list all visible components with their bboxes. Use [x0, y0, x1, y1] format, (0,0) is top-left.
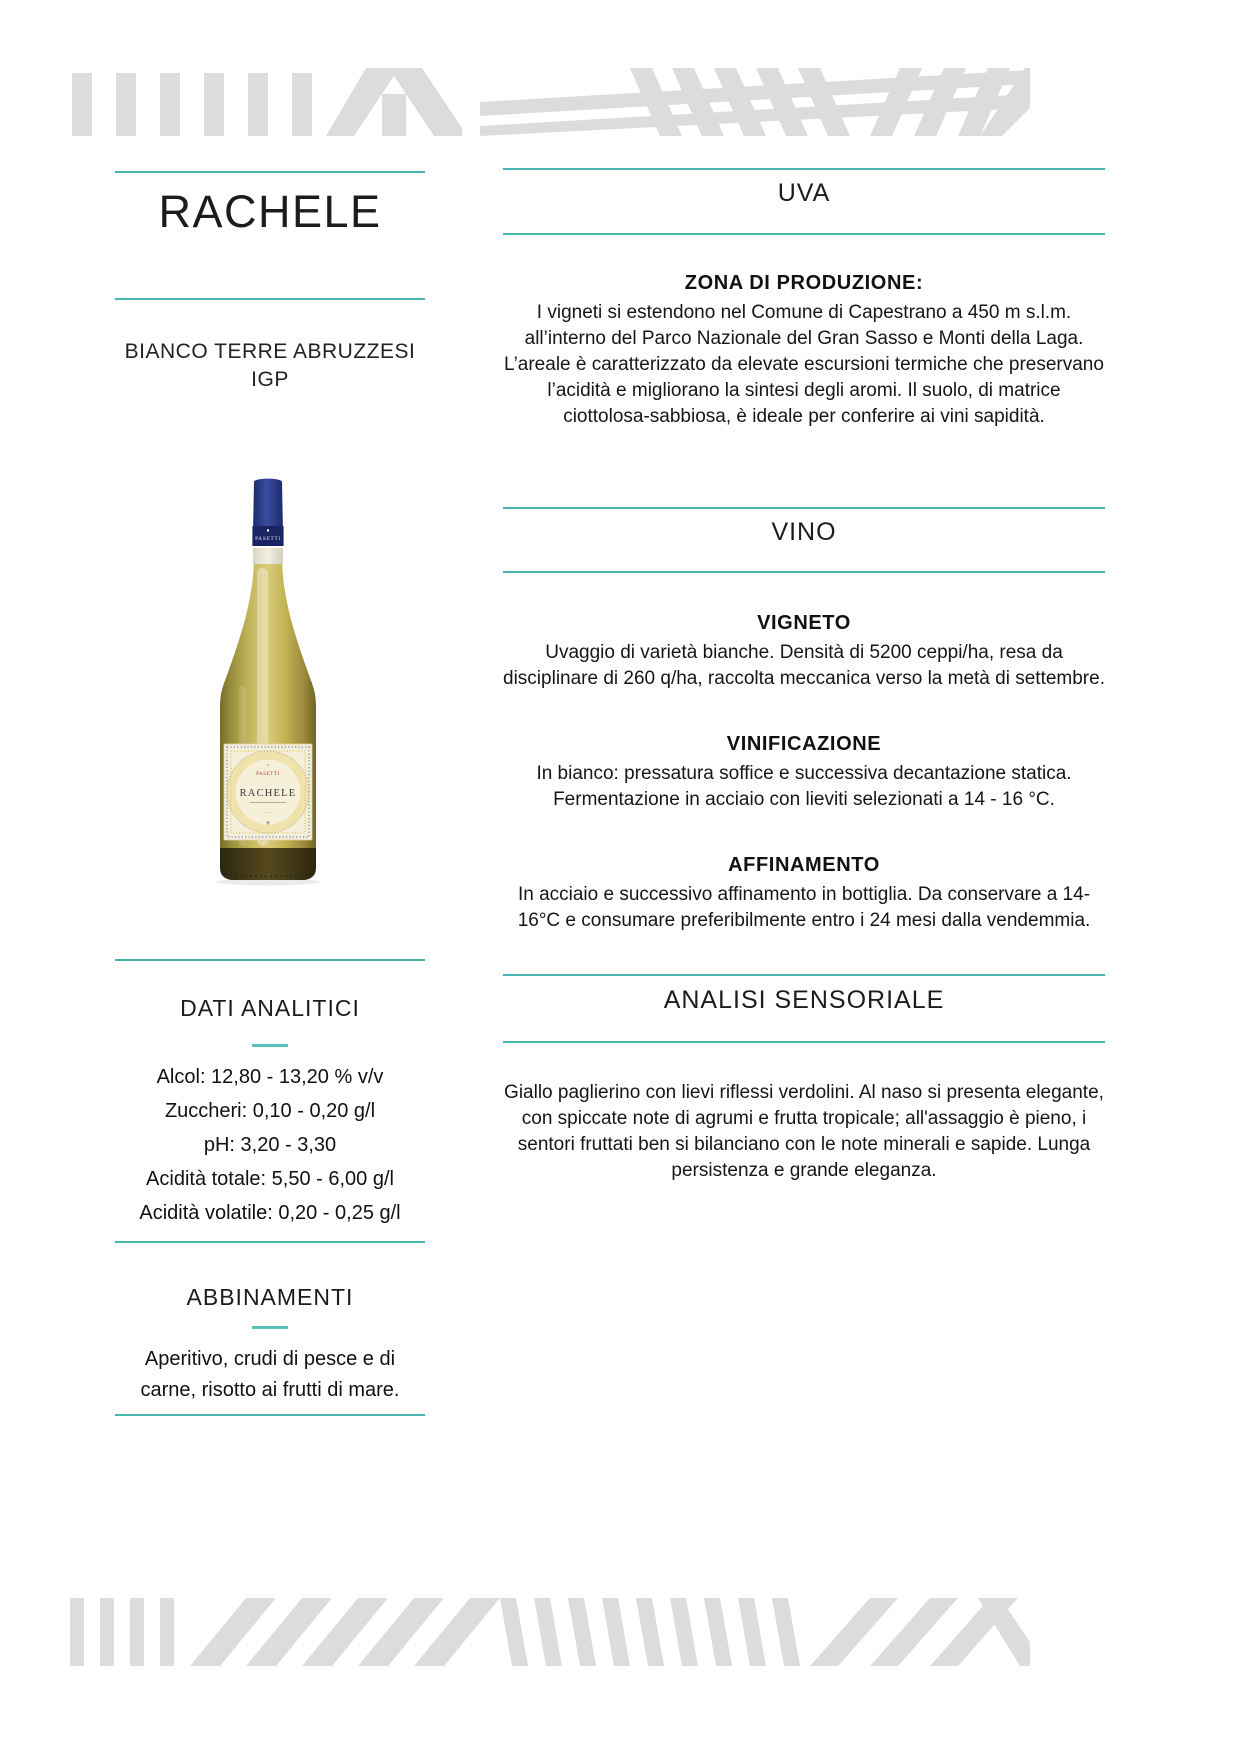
label-producer-text: PASETTI — [256, 772, 280, 777]
divider-dati-bottom — [115, 1241, 425, 1243]
divider-analisi-bottom — [503, 1041, 1105, 1043]
vinificazione-body: In bianco: pressatura soffice e successiva decantazione statica. Fermentazione in acciaio con lieviti selezionati a 14 - 16 °C. — [536, 763, 1072, 810]
divider-uva-top — [503, 168, 1105, 170]
capsule-star — [267, 529, 269, 531]
affinamento-body: In acciaio e successivo affinamento in bottiglia. Da conservare a 14-16°C e consumare preferibilmente entro i 24 mesi dalla vendemmia. — [517, 884, 1091, 931]
vigneto-body: Uvaggio di varietà bianche. Densità di 5200 ceppi/ha, resa da disciplinare di 260 q/ha, raccolta meccanica verso la metà di settembre. — [503, 642, 1105, 689]
divider-dati-top — [115, 959, 425, 961]
analytic-row: Alcol: 12,80 - 13,20 % v/v — [156, 1066, 384, 1088]
section-title-vino: VINO — [771, 518, 837, 546]
label-wine-name: RACHELE — [239, 788, 297, 799]
mini-divider-dati — [252, 1044, 288, 1047]
page-title: RACHELE — [158, 186, 382, 237]
analisi-sensoriale-body: Giallo paglierino con lievi riflessi verdolini. Al naso si presenta elegante, con spiccate note di agrumi e frutta tropicale; all'assaggio è pieno, i sentori fruttati ben si bilanciano con le note minerali e sapide. Lunga persistenza e grande eleganza. — [504, 1082, 1104, 1181]
section-title-uva: UVA — [777, 179, 831, 207]
label-ornament: ✦ — [266, 763, 270, 767]
zona-di-produzione-body: I vigneti si estendono nel Comune di Capestrano a 450 m s.l.m. all’interno del Parco Nazionale del Gran Sasso e Monti della Laga. L’areale è caratterizzato da elevate escursioni termiche che preservano l’acidità e migliorano la sintesi degli aromi. Il suolo, di matrice ciottolosa-sabbiosa, è ideale per conferire ai vini sapidità. — [504, 302, 1104, 427]
divider-title-top — [115, 171, 425, 173]
section-title-dati-analitici: DATI ANALITICI — [180, 995, 360, 1021]
analytic-row: Zuccheri: 0,10 - 0,20 g/l — [164, 1100, 376, 1122]
decorative-pattern-top — [70, 68, 1030, 136]
divider-abbinamenti-bottom — [115, 1414, 425, 1416]
analytic-row: Acidità volatile: 0,20 - 0,25 g/l — [139, 1202, 401, 1224]
analytic-row: Acidità totale: 5,50 - 6,00 g/l — [146, 1168, 394, 1190]
divider-vino-bottom — [503, 571, 1105, 573]
capsule-producer-text: PASETTI — [255, 536, 281, 542]
analytic-row: pH: 3,20 - 3,30 — [203, 1134, 337, 1156]
wine-denomination-line2: IGP — [251, 368, 289, 391]
label-emblem: ⚜ — [265, 821, 271, 827]
analytic-data-list — [115, 1060, 425, 1230]
vigneto-heading: VIGNETO — [757, 612, 851, 634]
affinamento-heading: AFFINAMENTO — [728, 854, 880, 876]
section-title-analisi-sensoriale: ANALISI SENSORIALE — [663, 986, 945, 1014]
decorative-pattern-bottom — [70, 1598, 1030, 1666]
divider-analisi-top — [503, 974, 1105, 976]
mini-divider-abbinamenti — [252, 1326, 288, 1329]
vinificazione-heading: VINIFICAZIONE — [726, 733, 882, 755]
label-small-text: ······ — [264, 810, 272, 815]
label-rule — [250, 802, 286, 803]
bottle-capsule — [253, 479, 283, 534]
zona-di-produzione-heading: ZONA DI PRODUZIONE: — [684, 272, 924, 294]
abbinamenti-body: Aperitivo, crudi di pesce e di carne, risotto ai frutti di mare. — [140, 1348, 400, 1401]
bottle-image — [213, 476, 323, 886]
bottle-label — [224, 744, 312, 840]
section-title-abbinamenti: ABBINAMENTI — [186, 1284, 354, 1310]
divider-title-bottom — [115, 298, 425, 300]
divider-uva-bottom — [503, 233, 1105, 235]
wine-denomination-line1: BIANCO TERRE ABRUZZESI — [124, 340, 416, 363]
bottle-neck — [253, 548, 283, 564]
divider-vino-top — [503, 507, 1105, 509]
